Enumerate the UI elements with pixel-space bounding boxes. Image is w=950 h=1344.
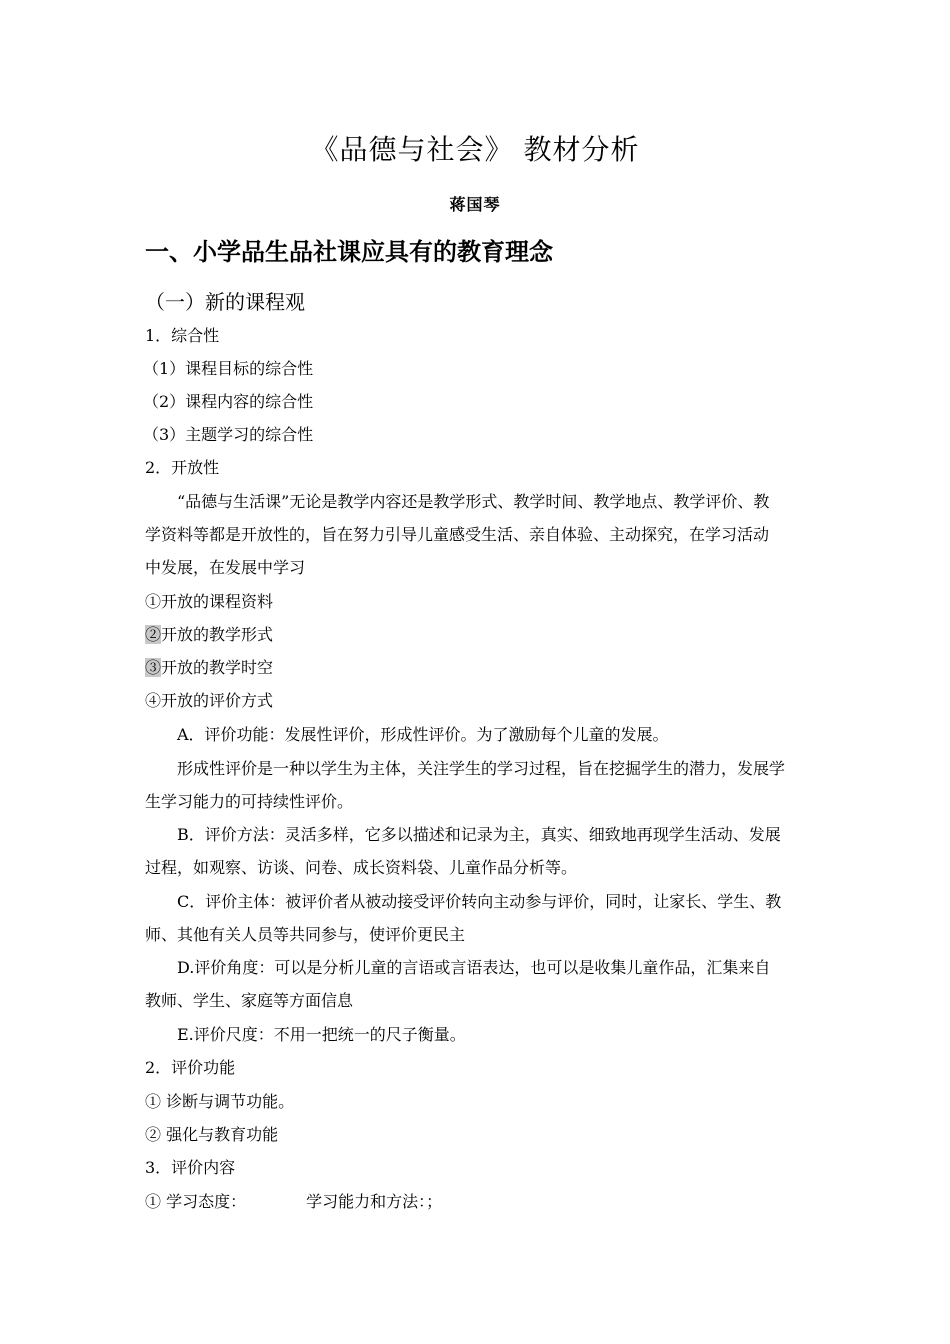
paragraph-line: D.评价角度：可以是分析儿童的言语或言语表达，也可以是收集儿童作品，汇集来自 [177,958,771,977]
list-item-text: 开放的教学形式 [161,625,274,644]
paragraph-line: 教师、学生、家庭等方面信息 [145,991,354,1010]
paragraph-line: 过程，如观察、访谈、问卷、成长资料袋、儿童作品分析等。 [145,858,578,877]
highlight-mark: ② [145,625,162,644]
list-item: ① 诊断与调节功能。 [145,1092,295,1111]
section-item: 3．评价内容 [145,1158,236,1177]
list-item-text: 学习能力和方法：； [306,1192,443,1211]
paragraph-line: 学资料等都是开放性的，旨在努力引导儿童感受生活、亲自体验、主动探究，在学习活动 [145,525,770,544]
paragraph-line: A．评价功能：发展性评价，形成性评价。为了激励每个儿童的发展。 [177,725,669,744]
paragraph-line: 生学习能力的可持续性评价。 [145,792,354,811]
item-comprehensive: 1．综合性 [145,326,220,345]
highlight-mark: ③ [145,658,162,677]
list-item [145,658,273,678]
list-item: ② 强化与教育功能 [145,1125,279,1144]
list-item: ④开放的评价方式 [145,691,274,710]
paragraph-line: B．评价方法：灵活多样，它多以描述和记录为主，真实、细致地再现学生活动、发展 [177,825,781,844]
item-content: （2）课程内容的综合性 [143,392,314,411]
paragraph-line: 师、其他有关人员等共同参与，使评价更民主 [145,925,466,944]
paragraph-line: E.评价尺度：不用一把统一的尺子衡量。 [177,1025,466,1044]
paragraph-line: 形成性评价是一种以学生为主体，关注学生的学习过程，旨在挖掘学生的潜力，发展学 [177,759,786,778]
list-item [145,1192,442,1212]
section-heading: 一、小学品生品社课应具有的教育理念 [145,238,553,266]
subsection-heading: （一）新的课程观 [145,290,305,314]
paragraph-line: 中发展，在发展中学习 [145,558,306,577]
list-item: ①开放的课程资料 [145,592,274,611]
list-item-text: 开放的教学时空 [161,658,274,677]
paragraph-line: C．评价主体：被评价者从被动接受评价转向主动参与评价，同时，让家长、学生、教 [177,892,782,911]
author-name: 蒋国琴 [449,195,501,214]
list-item-text: ① 学习态度： [145,1192,247,1211]
item-goal: （1）课程目标的综合性 [143,359,314,378]
paragraph-line: “品德与生活课”无论是教学内容还是教学形式、教学时间、教学地点、教学评价、教 [177,492,770,511]
item-theme: （3）主题学习的综合性 [143,425,314,444]
item-openness: 2．开放性 [145,458,220,477]
list-item [145,625,273,645]
document-title: 《品德与社会》 教材分析 [310,133,640,166]
section-item: 2．评价功能 [145,1058,236,1077]
